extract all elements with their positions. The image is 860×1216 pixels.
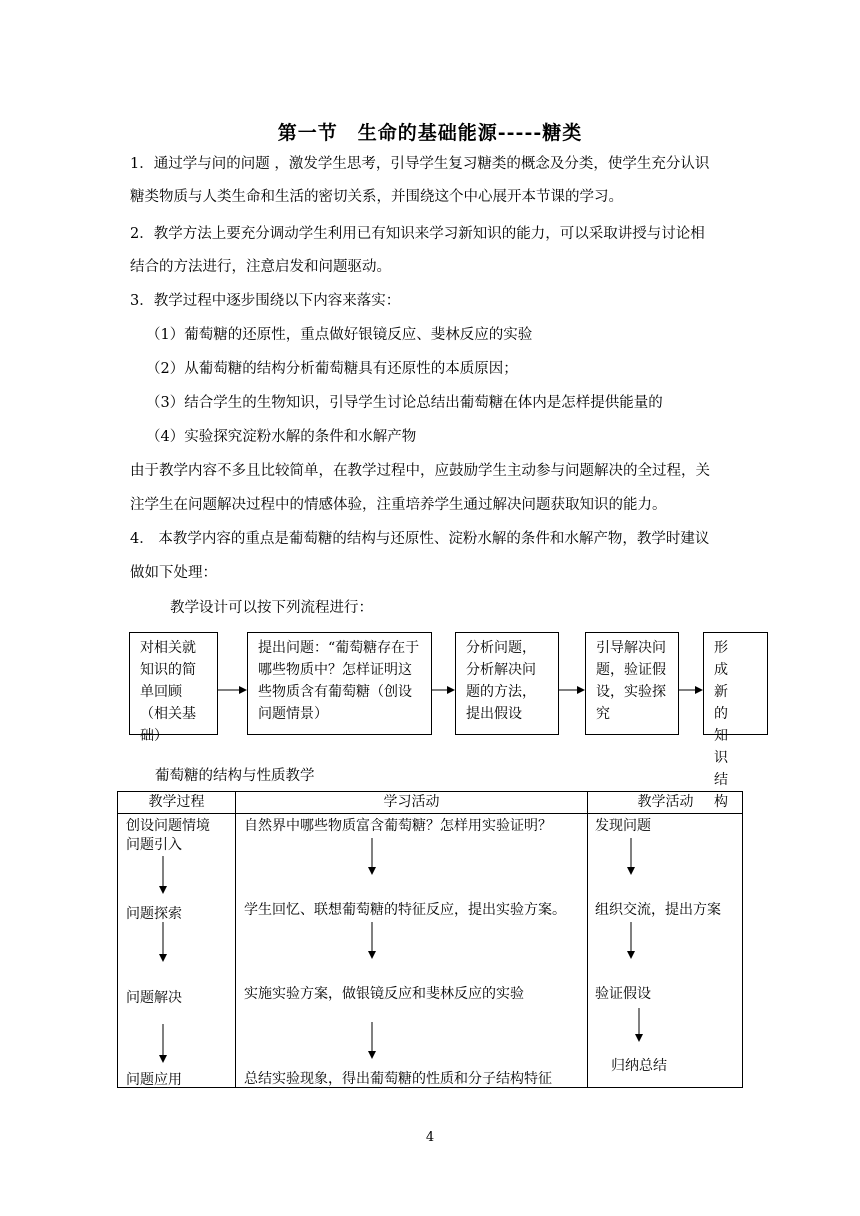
process-step-1b: 问题引入	[126, 837, 182, 853]
paragraph-1-line-2: 糖类物质与人类生命和生活的密切关系，并围绕这个中心展开本节课的学习。	[130, 189, 623, 205]
paragraph-4-line-1: 由于教学内容不多且比较简单，在教学过程中，应鼓励学生主动参与问题解决的全过程，关	[130, 463, 710, 479]
flow-step-4: 引导解决问题，验证假设，实验探究	[585, 632, 679, 735]
paragraph-2-line-1: 2．教学方法上要充分调动学生利用已有知识来学习新知识的能力，可以采取讲授与讨论相	[130, 226, 705, 242]
teaching-step-1: 发现问题	[595, 818, 651, 834]
learning-step-2: 学生回忆、联想葡萄糖的特征反应，提出实验方案。	[244, 902, 566, 918]
teaching-step-3: 验证假设	[595, 986, 651, 1002]
paragraph-2-line-2: 结合的方法进行，注意启发和问题驱动。	[130, 259, 391, 275]
list-item-1: （1）葡萄糖的还原性，重点做好银镜反应、斐林反应的实验	[146, 327, 533, 343]
paragraph-5-line-2: 做如下处理：	[130, 565, 217, 581]
process-step-2: 问题探索	[126, 906, 182, 922]
header-process: 教学过程	[118, 792, 235, 814]
flow-step-1: 对相关就知识的简单回顾（相关基础）	[129, 632, 218, 735]
paragraph-4-line-2: 注学生在问题解决过程中的情感体验，注重培养学生通过解决问题获取知识的能力。	[130, 497, 667, 513]
flow-step-2: 提出问题：“葡萄糖存在于哪些物质中？怎样证明这些物质含有葡萄糖（创设问题情景）	[247, 632, 432, 735]
table-caption: 葡萄糖的结构与性质教学	[155, 768, 315, 784]
header-learning: 学习活动	[236, 792, 587, 814]
process-step-3: 问题解决	[126, 990, 182, 1006]
section-title: 第一节 生命的基础能源-----糖类	[277, 122, 583, 144]
list-item-4: （4）实验探究淀粉水解的条件和水解产物	[146, 429, 417, 445]
page-number: 4	[425, 1130, 435, 1145]
learning-step-3: 实施实验方案，做银镜反应和斐林反应的实验	[244, 986, 524, 1002]
teaching-step-2: 组织交流，提出方案	[595, 902, 721, 918]
learning-step-4: 总结实验现象，得出葡萄糖的性质和分子结构特征	[244, 1071, 552, 1087]
process-step-4: 问题应用	[126, 1072, 182, 1088]
process-step-1: 创设问题情境	[126, 818, 210, 834]
paragraph-3: 3．教学过程中逐步围绕以下内容来落实：	[130, 293, 401, 309]
paragraph-1-line-1: 1．通过学与问的问题 ，激发学生思考，引导学生复习糖类的概念及分类，使学生充分认识	[130, 156, 710, 172]
flow-intro: 教学设计可以按下列流程进行：	[170, 600, 373, 616]
teaching-step-4: 归纳总结	[611, 1058, 667, 1074]
flow-step-3: 分析问题，分析解决问题的方法，提出假设	[455, 632, 559, 735]
paragraph-5-line-1: 4． 本教学内容的重点是葡萄糖的结构与还原性、淀粉水解的条件和水解产物，教学时建议	[130, 531, 710, 547]
header-teaching: 教学活动	[588, 792, 743, 814]
flow-step-5: 形成新的知识结构	[703, 632, 768, 735]
list-item-3: （3）结合学生的生物知识，引导学生讨论总结出葡萄糖在体内是怎样提供能量的	[146, 395, 663, 411]
list-item-2: （2）从葡萄糖的结构分析葡萄糖具有还原性的本质原因；	[146, 361, 518, 377]
learning-step-1: 自然界中哪些物质富含葡萄糖？怎样用实验证明？	[244, 818, 552, 834]
